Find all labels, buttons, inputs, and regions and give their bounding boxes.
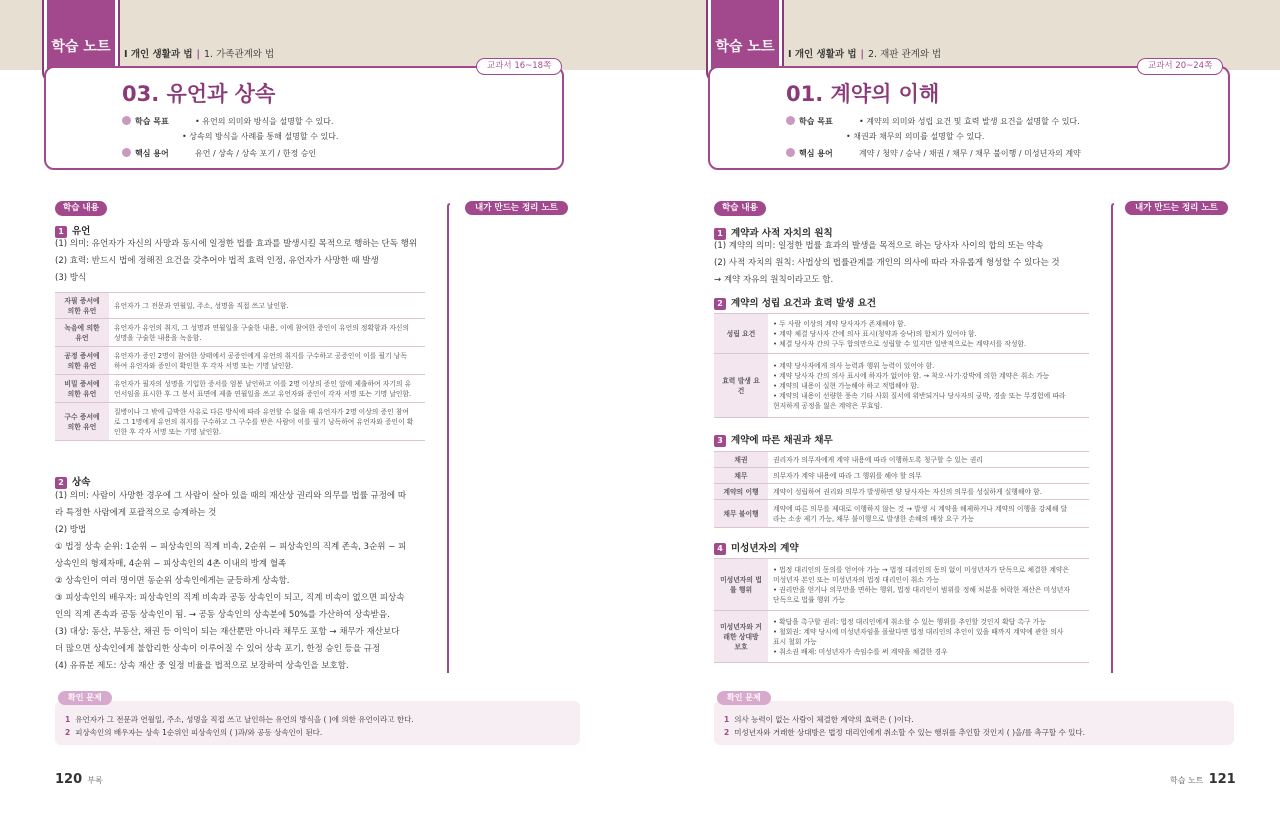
table-row: [714, 484, 1089, 500]
page-folio: [55, 768, 103, 787]
text-line: (3) 대상: 동산, 부동산, 채권 등 이익이 되는 재산뿐만 아니라 채무도 포함 → 채무가 재산보다: [55, 627, 400, 637]
quiz-text: 유언자가 그 전문과 연월일, 주소, 성명을 직접 쓰고 날인하는 유언의 방식을 ( )에 의한 유언이라고 한다.: [75, 715, 414, 724]
breadcrumb: Ⅰ 개인 생활과 법 | 2. 재판 관계와 법: [788, 49, 942, 60]
text-line: 더 많으면 상속인에게 불합리한 상속이 이루어질 수 있어 상속 포기, 한정 승인 등을 규정: [55, 644, 381, 654]
bullet-dot-icon: [122, 116, 131, 125]
table-cell-line: • 법정 대리인의 동의를 얻어야 가능 → 법정 대리인의 동의 없이 미성년자가 단독으로 체결한 계약은: [773, 565, 1070, 574]
table-cell-line: • 계약의 내용이 선량한 풍속 기타 사회 질서에 위반되거나 당사자의 궁박, 경솔 또는 무경험에 따라: [773, 391, 1066, 400]
text-line: ② 상속인이 여러 명이면 동순위 상속인에게는 균등하게 상속함.: [55, 576, 290, 586]
goal-1: • 계약의 의미와 성립 요건 및 효력 발생 요건을 설명할 수 있다.: [859, 117, 1080, 126]
table-cell-line: • 철회권: 계약 당시에 미성년자임을 몰랐다면 법정 대리인의 추인이 있을 때까지 계약에 관한 의사: [773, 627, 1064, 636]
section-title: 계약에 따른 채권과 채무: [731, 435, 833, 446]
minor-contract-table: [714, 558, 1089, 663]
quiz-number: 1: [65, 715, 71, 724]
quiz-item: [724, 726, 1224, 739]
section-title: 미성년자의 계약: [731, 543, 799, 554]
text-line: (4) 유류분 제도: 상속 재산 중 일정 비율을 법적으로 보장하여 상속인을 보호함.: [55, 661, 349, 671]
table-key: 구수 증서에 의한 유언: [55, 403, 109, 441]
content-label: 학습 내용: [55, 201, 107, 216]
breadcrumb-chapter: 2. 재판 관계와 법: [868, 49, 942, 60]
terms-label: 핵심 용어: [135, 149, 169, 158]
text-line: 상속인의 형제자매, 4순위 − 피상속인의 4촌 이내의 방계 혈족: [55, 559, 287, 569]
text-line: ③ 피상속인의 배우자: 피상속인의 직계 비속과 공동 상속인이 되고, 직계 비속이 없으면 피상속: [55, 593, 405, 603]
text-line: (3) 방식: [55, 273, 87, 283]
table-cell-line: 계약이 성립하여 권리와 의무가 발생하면 양 당사자는 자신의 의무를 성실하게 실행해야 함.: [773, 487, 1042, 496]
bullet-dot-icon: [786, 148, 795, 157]
rights-obligations-table: [714, 451, 1089, 528]
content-label: 학습 내용: [714, 201, 766, 216]
goal-1: • 유언의 의미와 방식을 설명할 수 있다.: [195, 117, 334, 126]
section-4-heading: [714, 540, 799, 555]
note-divider: [1111, 203, 1114, 673]
section-2-body: [55, 488, 406, 675]
section-title: 상속: [72, 477, 91, 488]
quiz-number: 2: [65, 728, 71, 737]
section-2-heading: [55, 474, 90, 489]
table-key: 공정 증서에 의한 유언: [55, 347, 109, 375]
section-title: 계약과 사적 자치의 원칙: [731, 228, 833, 239]
table-cell-line: 단독으로 법률 행위 가능: [773, 595, 846, 604]
page-folio: [1170, 768, 1236, 787]
table-cell-line: 로 그 1명에게 유언의 취지를 구수하고 그 구수를 받은 사람이 이를 필기 낭독하여 유언자와 증인이 확: [114, 417, 414, 426]
terms: 계약 / 청약 / 승낙 / 채권 / 채무 / 채무 불이행 / 미성년자의 계약: [859, 149, 1081, 158]
text-line: (1) 계약의 의미: 일정한 법률 효과의 발생을 목적으로 하는 당사자 사이의 합의 또는 약속: [714, 241, 1044, 251]
table-row: [714, 468, 1089, 484]
text-line: (1) 의미: 유언자가 자신의 사망과 동시에 일정한 법률 효과를 발생시킬 목적으로 행하는 단독 행위: [55, 239, 418, 249]
table-key: 효력 발생 요건: [714, 354, 768, 418]
breadcrumb-chapter: 1. 가족관계와 법: [204, 49, 275, 60]
table-cell-line: 인한 후 각자 서명 또는 기명 날인함.: [114, 427, 222, 436]
text-line: 인의 직계 존속과 공동 상속인이 됨. → 공동 상속인의 상속분에 50%를 가산하여 상속받음.: [55, 610, 390, 620]
breadcrumb-part: Ⅰ 개인 생활과 법: [788, 49, 857, 60]
text-line: (2) 사적 자치의 원칙: 사법상의 법률관계를 개인의 의사에 따라 자유롭게 형성할 수 있다는 것: [714, 258, 1060, 268]
quiz-number: 2: [724, 728, 730, 737]
goals-row: [786, 116, 1080, 127]
table-cell-line: • 두 사람 이상의 계약 당사자가 존재해야 함.: [773, 319, 906, 328]
table-row: [714, 500, 1089, 528]
table-cell-line: • 계약 당사자 간의 의사 표시에 하자가 없어야 함. → 착오·사기·강박에 의한 계약은 취소 가능: [773, 371, 1050, 380]
tab-label: 학습 노트: [51, 39, 111, 55]
section-title: 유언: [72, 226, 91, 237]
table-cell-line: 권리자가 의무자에게 계약 내용에 따라 이행하도록 청구할 수 있는 권리: [773, 455, 983, 464]
note-divider: [447, 203, 450, 673]
table-key: 비밀 증서에 의한 유언: [55, 375, 109, 403]
quiz-item: [65, 713, 570, 726]
table-cell-line: • 계약 체결 당사자 간에 의사 표시(청약과 승낙)의 합치가 있어야 함.: [773, 329, 977, 338]
table-key: 계약의 이행: [714, 484, 768, 500]
page-label: 학습 노트: [1170, 776, 1204, 785]
table-cell-line: 유언자가 필자의 성명을 기입한 증서를 엄봉 날인하고 이를 2명 이상의 증인 앞에 제출하여 자기의 유: [114, 379, 412, 388]
text-line: ① 법정 상속 순위: 1순위 − 피상속인의 직계 비속, 2순위 − 피상속인의 직계 존속, 3순위 − 피: [55, 542, 407, 552]
page-number: 120: [55, 772, 83, 787]
section-number: 4: [714, 543, 726, 555]
table-cell-line: 성명을 구술한 내용을 녹음함.: [114, 333, 202, 342]
table-row: [55, 347, 425, 375]
section-title: 계약의 성립 요건과 효력 발생 요건: [731, 298, 877, 309]
summary-note-tag: 내가 만드는 정리 노트: [1125, 201, 1228, 215]
goal-2: • 상속의 방식을 사례를 통해 설명할 수 있다.: [182, 132, 339, 141]
table-cell-line: • 계약의 내용이 실현 가능해야 하고 적법해야 함.: [773, 381, 920, 390]
table-cell-line: 언서임을 표시한 후 그 봉서 표면에 제출 연월일을 쓰고 유언자와 증인이 각자 서명 또는 기명 날인함.: [114, 389, 412, 398]
textbook-ref: 교과서 16~18쪽: [476, 58, 562, 75]
lesson-title: 01. 계약의 이해: [786, 82, 940, 106]
table-cell-line: 유언자가 그 전문과 연월일, 주소, 성명을 직접 쓰고 날인함.: [114, 301, 289, 310]
table-key: 채권: [714, 452, 768, 468]
table-row: [714, 354, 1089, 418]
table-row: [714, 559, 1089, 611]
terms-label: 핵심 용어: [799, 149, 833, 158]
table-cell-line: 표시 철회 가능: [773, 637, 817, 646]
table-key: 채무 불이행: [714, 500, 768, 528]
bullet-dot-icon: [122, 148, 131, 157]
terms-row: [786, 148, 1081, 159]
section-number: 1: [714, 228, 726, 240]
section-1-body: [55, 236, 417, 287]
table-key: 자필 증서에 의한 유언: [55, 293, 109, 319]
quiz-item: [724, 713, 1224, 726]
goals-label: 학습 목표: [799, 117, 833, 126]
breadcrumb-part: Ⅰ 개인 생활과 법: [124, 49, 193, 60]
text-line: (2) 방법: [55, 525, 87, 535]
table-cell-line: 의무자가 계약 내용에 따라 그 행위를 해야 할 의무: [773, 471, 922, 480]
quiz-label: 확인 문제: [58, 691, 112, 705]
table-cell-line: 유언자가 증인 2명이 참여한 상태에서 공증인에게 유언의 취지를 구수하고 공증인이 이를 필기 낭독: [114, 351, 407, 360]
table-key: 채무: [714, 468, 768, 484]
table-row: [714, 611, 1089, 663]
quiz-number: 1: [724, 715, 730, 724]
table-cell-line: 미성년자 본인 또는 미성년자의 법정 대리인이 취소 가능: [773, 575, 940, 584]
text-line: 라 특정한 사람에게 포괄적으로 승계하는 것: [55, 508, 217, 518]
table-cell-line: 하여 유언자와 증인이 확인한 후 각자 서명 또는 기명 날인함.: [114, 361, 294, 370]
textbook-ref: 교과서 20~24쪽: [1137, 58, 1223, 75]
table-cell-line: • 확답을 촉구할 권리: 법정 대리인에게 취소할 수 있는 행위를 추인할 것인지 확답 촉구 가능: [773, 617, 1046, 626]
table-row: [55, 293, 425, 319]
table-key: 미성년자와 거래한 상대방 보호: [714, 611, 768, 663]
will-methods-table: [55, 292, 425, 441]
table-row: [714, 452, 1089, 468]
table-row: [55, 319, 425, 347]
right-page: [640, 0, 1280, 814]
table-key: 녹음에 의한 유언: [55, 319, 109, 347]
goal-row-2: [182, 131, 338, 142]
table-cell-line: 계약에 따른 의무를 제대로 이행하지 않는 것 → 발생 시 계약을 해제하거나 계약의 이행을 강제해 달: [773, 504, 1068, 513]
quiz-label: 확인 문제: [717, 691, 771, 705]
section-1-body: [714, 238, 1060, 289]
terms-row: [122, 148, 316, 159]
contract-requirements-table: [714, 313, 1089, 418]
table-row: [55, 375, 425, 403]
section-2-heading: [714, 295, 876, 310]
page-number: 121: [1208, 772, 1236, 787]
quiz-text: 미성년자와 거래한 상대방은 법정 대리인에게 취소할 수 있는 행위를 추인할 것인지 ( )을/를 촉구할 수 있다.: [734, 728, 1086, 737]
table-key: 미성년자의 법률 행위: [714, 559, 768, 611]
goal-row-2: [846, 131, 984, 142]
quiz-item: [65, 726, 570, 739]
table-cell-line: • 계약 당사자에게 의사 능력과 행위 능력이 있어야 함.: [773, 361, 935, 370]
section-number: 2: [714, 298, 726, 310]
section-number: 3: [714, 435, 726, 447]
table-key: 성립 요건: [714, 314, 768, 354]
table-row: [714, 314, 1089, 354]
quiz-text: 의사 능력이 없는 사람이 체결한 계약의 효력은 ( )이다.: [734, 715, 914, 724]
goals-row: [122, 116, 333, 127]
table-cell-line: 질병이나 그 밖에 급박한 사유로 다른 방식에 따라 유언할 수 없을 때 유언자가 2명 이상의 증인 참여: [114, 407, 409, 416]
quiz-text: 피상속인의 배우자는 상속 1순위인 피상속인의 ( )과/와 공동 상속인이 된다.: [75, 728, 323, 737]
table-cell-line: 현저하게 공정을 잃은 계약은 무효임.: [773, 401, 883, 410]
quiz-box: [55, 701, 580, 745]
goal-2: • 채권과 채무의 의미를 설명할 수 있다.: [846, 132, 985, 141]
text-line: → 계약 자유의 원칙이라고도 함.: [714, 275, 834, 285]
text-line: (2) 효력: 반드시 법에 정해진 요건을 갖추어야 법적 효력 인정, 유언자가 사망한 때 발생: [55, 256, 379, 266]
page-label: 부록: [87, 776, 103, 785]
breadcrumb: Ⅰ 개인 생활과 법 | 1. 가족관계와 법: [124, 49, 275, 60]
section-3-heading: [714, 432, 833, 447]
section-number: 2: [55, 477, 67, 489]
terms: 유언 / 상속 / 상속 포기 / 한정 승인: [195, 149, 317, 158]
summary-note-tag: 내가 만드는 정리 노트: [465, 201, 568, 215]
table-row: [55, 403, 425, 441]
lesson-title: 03. 유언과 상속: [122, 82, 276, 106]
section-number: 1: [55, 226, 67, 238]
table-cell-line: 라는 소송 제기 가능, 채무 불이행으로 발생한 손해의 배상 요구 가능: [773, 514, 975, 523]
table-cell-line: • 취소권 배제: 미성년자가 속임수를 써 계약을 체결한 경우: [773, 647, 948, 656]
table-cell-line: 유언자가 유언의 취지, 그 성명과 연월일을 구술한 내용, 이에 참여한 증인이 유언의 정확함과 자신의: [114, 323, 410, 332]
bullet-dot-icon: [786, 116, 795, 125]
table-cell-line: • 체결 당사자 간의 구두 합의만으로 성립할 수 있지만 일반적으로는 계약서를 작성함.: [773, 339, 1027, 348]
table-cell-line: • 권리만을 얻거나 의무만을 면하는 행위, 법정 대리인이 범위를 정해 처분을 허락한 재산은 미성년자: [773, 585, 1070, 594]
goals-label: 학습 목표: [135, 117, 169, 126]
quiz-box: [714, 701, 1234, 745]
text-line: (1) 의미: 사람이 사망한 경우에 그 사람이 살아 있을 때의 재산상 권리와 의무를 법률 규정에 따: [55, 491, 407, 501]
tab-label: 학습 노트: [715, 39, 775, 55]
